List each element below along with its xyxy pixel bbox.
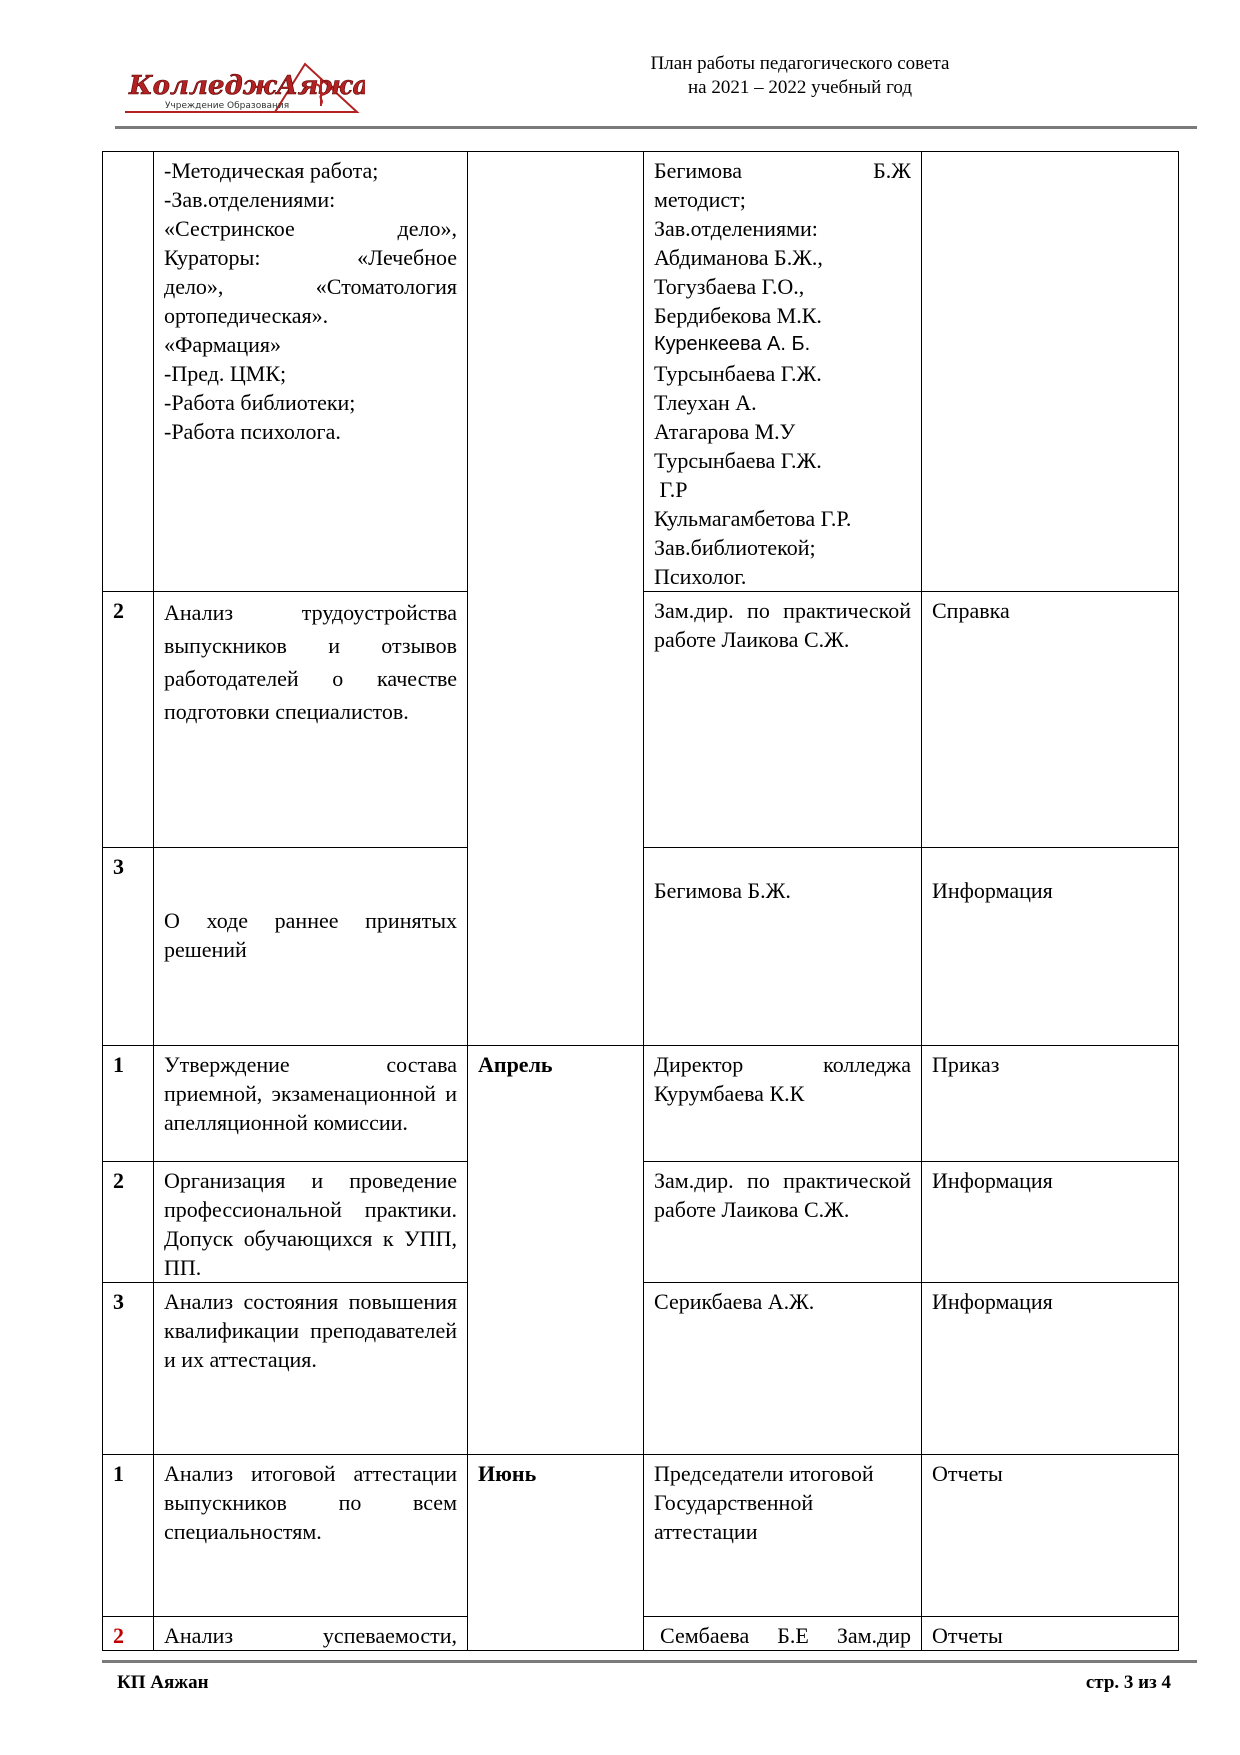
row-number: 2: [103, 592, 154, 848]
row-topic: [154, 152, 468, 592]
header-divider: [115, 126, 1197, 129]
row-topic: [154, 1617, 468, 1651]
row-result: [922, 152, 1179, 592]
responsible-line: Тогузбаева Г.О.,: [654, 274, 805, 299]
topic-line: «Фармация»: [164, 332, 282, 357]
row-responsible: Зам.дир. по практической работе Лаикова С.Ж.: [644, 592, 922, 848]
responsible-line: Бегимова Б.Ж: [654, 158, 911, 183]
row-result: Информация: [922, 848, 1179, 1046]
row-result: Информация: [922, 1162, 1179, 1283]
table-row: [103, 152, 1179, 592]
responsible-line: Сембаева Б.Е Зам.дир: [660, 1623, 911, 1648]
footer-divider: [102, 1660, 1197, 1663]
row-responsible: Серикбаева А.Ж.: [644, 1283, 922, 1455]
table-row: [103, 1455, 1179, 1617]
responsible-line: Куренкеева А. Б.: [654, 333, 811, 355]
row-result: Отчеты: [922, 1617, 1179, 1651]
footer-organization: КП Аяжан: [117, 1672, 209, 1693]
responsible-line: Тлеухан А.: [654, 390, 757, 415]
logo-subtitle: Учреждение Образования: [165, 101, 290, 111]
topic-line: Анализ успеваемости,: [164, 1623, 457, 1648]
topic-line: ортопедическая».: [164, 303, 329, 328]
responsible-line: Психолог.: [654, 564, 747, 589]
responsible-line: методист;: [654, 187, 746, 212]
row-month: [468, 152, 644, 1046]
row-topic: Утверждение состава приемной, экзаменационной и апелляционной комиссии.: [154, 1046, 468, 1162]
row-number: 1: [103, 1046, 154, 1162]
responsible-line: Зав.библиотекой;: [654, 535, 816, 560]
row-responsible: Бегимова Б.Ж.: [644, 848, 922, 1046]
logo-text: КолледжАяжан: [129, 71, 365, 101]
row-topic: Анализ итоговой аттестации выпускников по всем специальностям.: [154, 1455, 468, 1617]
row-month: Июнь: [468, 1455, 644, 1651]
row-result: Справка: [922, 592, 1179, 848]
topic-line: Кураторы: «Лечебное: [164, 245, 457, 270]
responsible-line: Бердибекова М.К.: [654, 303, 822, 328]
topic-line: -Работа библиотеки;: [164, 390, 356, 415]
row-month: Апрель: [468, 1046, 644, 1455]
responsible-line: Турсынбаева Г.Ж.: [654, 448, 822, 473]
row-responsible: Председатели итоговой Государственной аттестации: [644, 1455, 922, 1617]
row-number: 3: [103, 848, 154, 1046]
row-responsible: [644, 1617, 922, 1651]
row-responsible: Директор колледжа Курумбаева К.К: [644, 1046, 922, 1162]
row-number: [103, 152, 154, 592]
header-title-line2: на 2021 – 2022 учебный год: [687, 77, 913, 98]
responsible-line: Абдиманова Б.Ж.,: [654, 245, 823, 270]
responsible-line: Зав.отделениями:: [654, 216, 818, 241]
row-topic: Анализ состояния повышения квалификации преподавателей и их аттестация.: [154, 1283, 468, 1455]
responsible-line: Атагарова М.У: [654, 419, 796, 444]
responsible-line: Г.Р: [654, 477, 688, 502]
row-responsible: [644, 152, 922, 592]
topic-line: -Работа психолога.: [164, 419, 341, 444]
row-result: Отчеты: [922, 1455, 1179, 1617]
row-topic: О ходе раннее принятых решений: [154, 848, 468, 1046]
row-number: 1: [103, 1455, 154, 1617]
row-responsible: Зам.дир. по практической работе Лаикова С.Ж.: [644, 1162, 922, 1283]
row-number: 2: [103, 1162, 154, 1283]
topic-line: дело», «Стоматология: [164, 274, 457, 299]
table-row: [103, 1046, 1179, 1162]
header-title-line1: План работы педагогического совета: [650, 53, 950, 74]
responsible-line: Турсынбаева Г.Ж.: [654, 361, 822, 386]
college-logo: [125, 60, 365, 118]
topic-line: -Пред. ЦМК;: [164, 361, 287, 386]
topic-line: -Зав.отделениями:: [164, 187, 336, 212]
page-number: стр. 3 из 4: [1085, 1672, 1171, 1693]
row-topic: Организация и проведение профессиональной практики. Допуск обучающихся к УПП, ПП.: [154, 1162, 468, 1283]
pedagogical-council-plan-table: [102, 151, 1179, 1651]
row-number: 3: [103, 1283, 154, 1455]
topic-line: «Сестринское дело»,: [164, 216, 457, 241]
responsible-line: Кульмагамбетова Г.Р.: [654, 506, 852, 531]
row-result: Приказ: [922, 1046, 1179, 1162]
topic-line: -Методическая работа;: [164, 158, 379, 183]
row-topic: Анализ трудоустройства выпускников и отзывов работодателей о качестве подготовки специалистов.: [154, 592, 468, 848]
row-number: 2: [103, 1617, 154, 1651]
document-header-title: [560, 52, 1040, 100]
row-result: Информация: [922, 1283, 1179, 1455]
